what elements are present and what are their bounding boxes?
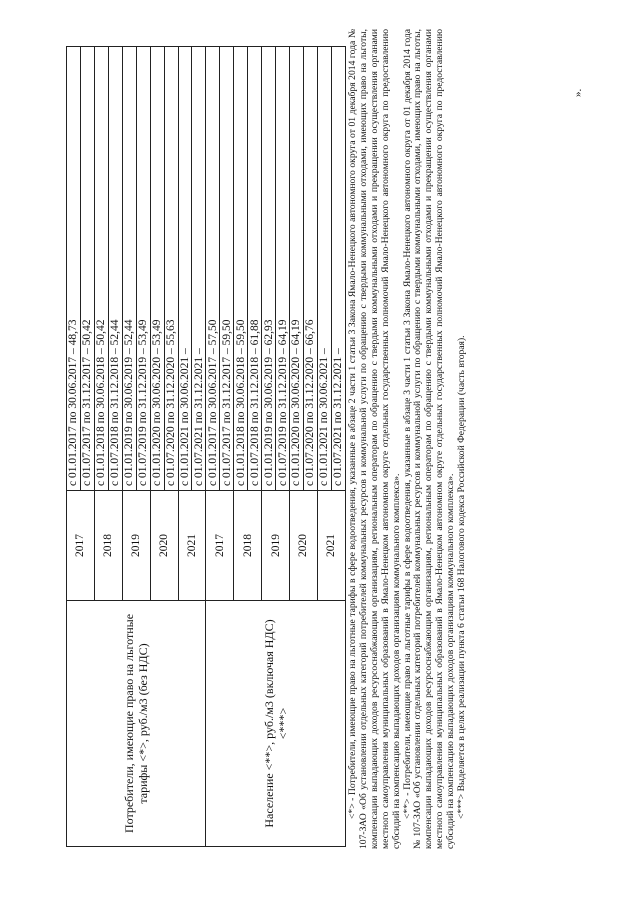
year-cell: 2020 [150, 491, 178, 601]
rate-cell: с 01.01.2020 по 30.06.2020 – 53,49 [150, 47, 164, 491]
rate-cell: с 01.01.2019 по 30.06.2019 – 52,44 [122, 47, 136, 491]
rate-cell: с 01.01.2018 по 30.06.2018 – 50,42 [94, 47, 108, 491]
consumer-population: Население <**>, руб./м3 (включая НДС) <***> [206, 601, 346, 847]
rate-cell: с 01.01.2020 по 30.06.2020 – 64,19 [290, 47, 304, 491]
year-cell: 2017 [67, 491, 95, 601]
rate-cell: с 01.07.2020 по 31.12.2020 – 66,76 [303, 47, 317, 491]
rate-cell: с 01.01.2021 по 30.06.2021 – [317, 47, 331, 491]
rate-cell: с 01.07.2018 по 31.12.2018 – 61,88 [248, 47, 262, 491]
year-cell: 2017 [206, 491, 234, 601]
closing-quote-mark: ». [572, 88, 584, 97]
rate-cell: с 01.01.2019 по 30.06.2019 – 62,93 [262, 47, 276, 491]
rate-cell: с 01.07.2019 по 31.12.2019 – 53,49 [136, 47, 150, 491]
rate-cell: с 01.07.2019 по 31.12.2019 – 64,19 [276, 47, 290, 491]
footnote-3: <***> Выделяется в целях реализации пункта 6 статьи 168 Налогового кодекса Российской Федерации (часть вторая). [456, 335, 468, 819]
rate-cell: с 01.07.2021 по 31.12.2021 – [331, 47, 345, 491]
table-row [206, 47, 220, 847]
year-cell: 2019 [122, 491, 150, 601]
footnote-2: <**> - Потребители, имеющие право на льготные тарифы в сфере водоотведения, указанные в абзаце 3 части 1 статьи 3 Закона Ямало-Ненецкого автономного округа от 01 декабря 2014 года № 107-ЗАО «Об установлении отдельных категорий потребителей коммунальных ресурсов и коммунальной услуги по обращению с твердыми коммунальными отходами, имеющих право на льготы, компенсации выпадающих доходов ресурсоснабжающим организациям, региональным операторам по обращению с твердыми коммунальными отходами и прекращении осуществления органами местного самоуправления муниципальных образований в Ямало-Ненецком автономном округе отдельных государственных полномочий Ямало-Ненецкого автономного округа по предоставлению субсидий на компенсацию выпадающих доходов организациям коммунального комплекса». [401, 29, 457, 849]
rate-cell: с 01.07.2017 по 31.12.2017 – 59,50 [220, 47, 234, 491]
year-cell: 2020 [290, 491, 318, 601]
rate-cell: с 01.07.2021 по 31.12.2021 – [192, 47, 206, 491]
footnotes [348, 29, 468, 849]
rate-cell: с 01.01.2018 по 30.06.2018 – 59,50 [234, 47, 248, 491]
year-cell: 2021 [178, 491, 206, 601]
year-cell: 2018 [234, 491, 262, 601]
rate-cell: с 01.07.2018 по 31.12.2018 – 52,44 [108, 47, 122, 491]
rate-cell: с 01.01.2021 по 30.06.2021 – [178, 47, 192, 491]
tariff-table [66, 46, 346, 847]
rate-cell: с 01.01.2017 по 30.06.2017 – 57,50 [206, 47, 220, 491]
rate-cell: с 01.01.2017 по 30.06.2017 – 48,73 [67, 47, 81, 491]
footnote-1: <*> - Потребители, имеющие право на льготные тарифы в сфере водоотведения, указанные в абзаце 2 части 1 статьи 3 Закона Ямало-Ненецкого автономного округа от 01 декабря 2014 года № 107-ЗАО «Об установлении отдельных категорий потребителей коммунальных ресурсов и коммунальной услуги по обращению с твердыми коммунальными отходами, имеющих право на льготы, компенсации выпадающих доходов ресурсоснабжающим организациям, региональным операторам по обращению с твердыми коммунальными отходами и прекращении осуществления органами местного самоуправления муниципальных образований в Ямало-Ненецком автономном округе отдельных государственных полномочий Ямало-Ненецкого автономного округа по предоставлению субсидий на компенсацию выпадающих доходов организациям коммунального комплекса». [347, 29, 402, 849]
year-cell: 2019 [262, 491, 290, 601]
rate-cell: с 01.07.2020 по 31.12.2020 – 55,63 [164, 47, 178, 491]
table-row [67, 47, 81, 847]
year-cell: 2018 [94, 491, 122, 601]
consumer-preferential: Потребители, имеющие право на льготные тарифы <*>, руб./м3 (без НДС) [67, 601, 206, 847]
rate-cell: с 01.07.2017 по 31.12.2017 – 50,42 [80, 47, 94, 491]
year-cell: 2021 [317, 491, 345, 601]
